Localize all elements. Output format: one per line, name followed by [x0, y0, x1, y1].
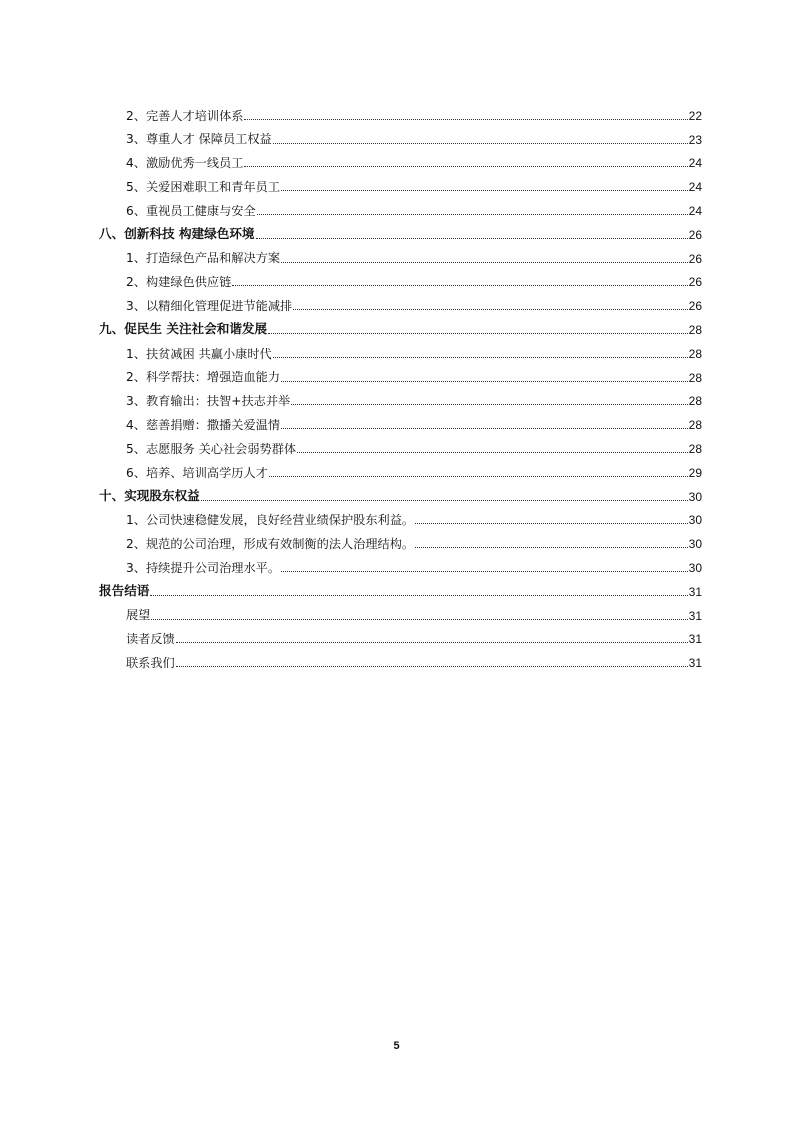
toc-leader-dots	[257, 214, 688, 215]
toc-leader-dots	[273, 143, 688, 144]
toc-entry-title: 1、公司快速稳健发展，良好经营业绩保护股东利益。	[126, 513, 415, 528]
toc-entry-page: 31	[688, 632, 702, 647]
toc-entry-page: 28	[688, 394, 702, 409]
toc-entry[interactable]	[99, 504, 702, 528]
toc-leader-dots	[268, 333, 688, 334]
toc-leader-dots	[415, 547, 688, 548]
toc-entry-title: 3、以精细化管理促进节能减排	[126, 298, 293, 313]
toc-entry-page: 30	[688, 537, 702, 552]
toc-leader-dots	[232, 285, 687, 286]
toc-entry[interactable]	[99, 408, 702, 432]
toc-leader-dots	[150, 595, 687, 596]
toc-entry-title: 4、激励优秀一线员工	[126, 156, 244, 171]
toc-entry[interactable]	[99, 313, 702, 337]
toc-entry[interactable]	[99, 480, 702, 504]
toc-entry-page: 30	[688, 560, 702, 575]
toc-leader-dots	[201, 500, 688, 501]
toc-entry-title: 3、教育输出：扶智+扶志并举	[126, 394, 291, 409]
toc-entry-title: 6、重视员工健康与安全	[126, 203, 256, 218]
toc-entry-page: 31	[688, 656, 702, 671]
toc-entry-title: 2、科学帮扶：增强造血能力	[126, 370, 281, 385]
toc-entry[interactable]	[99, 551, 702, 575]
toc-entry-title: 3、持续提升公司治理水平。	[126, 560, 281, 575]
toc-entry-title: 4、慈善捐赠：撒播关爱温情	[126, 417, 281, 432]
toc-entry[interactable]	[99, 456, 702, 480]
toc-entry[interactable]	[99, 242, 702, 266]
toc-leader-dots	[291, 404, 687, 405]
toc-leader-dots	[151, 619, 687, 620]
page-number: 5	[393, 1040, 400, 1052]
toc-entry-page: 26	[688, 299, 702, 314]
toc-entry-page: 28	[688, 441, 702, 456]
toc-entry-title: 九、促民生 关注社会和谐发展	[99, 321, 268, 337]
toc-leader-dots	[415, 523, 688, 524]
toc-leader-dots	[244, 166, 687, 167]
toc-entry[interactable]	[99, 218, 702, 242]
toc-entry-page: 31	[688, 584, 702, 599]
toc-entry-title: 1、扶贫减困 共赢小康时代	[126, 346, 272, 361]
toc-leader-dots	[244, 119, 687, 120]
toc-entry-page: 28	[688, 370, 702, 385]
toc-entry-page: 22	[688, 108, 702, 123]
toc-entry-title: 6、培养、培训高学历人才	[126, 465, 268, 480]
toc-entry[interactable]	[99, 289, 702, 313]
toc-entry-title: 联系我们	[126, 655, 175, 670]
toc-entry-title: 5、关爱困难职工和青年员工	[126, 179, 281, 194]
toc-leader-dots	[281, 428, 688, 429]
toc-entry-page: 28	[688, 322, 702, 337]
toc-entry[interactable]	[99, 147, 702, 171]
toc-entry-page: 23	[688, 132, 702, 147]
toc-entry[interactable]	[99, 361, 702, 385]
toc-leader-dots	[273, 357, 688, 358]
toc-entry[interactable]	[99, 527, 702, 551]
toc-entry[interactable]	[99, 123, 702, 147]
toc-entry-title: 读者反馈	[126, 632, 175, 647]
toc-entry-page: 26	[688, 275, 702, 290]
toc-entry-page: 30	[688, 489, 702, 504]
toc-entry[interactable]	[99, 646, 702, 670]
toc-leader-dots	[281, 571, 688, 572]
toc-entry[interactable]	[99, 170, 702, 194]
toc-leader-dots	[297, 452, 688, 453]
toc-leader-dots	[256, 238, 688, 239]
toc-leader-dots	[281, 381, 688, 382]
toc-entry-title: 展望	[126, 608, 151, 623]
toc-entry[interactable]	[99, 266, 702, 290]
toc-entry[interactable]	[99, 432, 702, 456]
toc-entry-page: 26	[688, 227, 702, 242]
table-of-contents	[99, 99, 702, 670]
toc-entry-page: 24	[688, 180, 702, 195]
toc-leader-dots	[281, 262, 688, 263]
toc-entry[interactable]	[99, 575, 702, 599]
toc-entry-title: 3、尊重人才 保障员工权益	[126, 132, 272, 147]
toc-entry-page: 29	[688, 465, 702, 480]
toc-entry-title: 2、完善人才培训体系	[126, 108, 244, 123]
toc-entry-page: 30	[688, 513, 702, 528]
toc-entry[interactable]	[99, 99, 702, 123]
toc-leader-dots	[281, 190, 688, 191]
toc-entry-page: 28	[688, 418, 702, 433]
toc-entry-page: 26	[688, 251, 702, 266]
toc-entry-page: 24	[688, 203, 702, 218]
toc-entry[interactable]	[99, 599, 702, 623]
toc-leader-dots	[293, 309, 687, 310]
toc-entry-title: 2、规范的公司治理，形成有效制衡的法人治理结构。	[126, 536, 415, 551]
toc-entry[interactable]	[99, 337, 702, 361]
toc-leader-dots	[176, 666, 688, 667]
toc-entry-title: 5、志愿服务 关心社会弱势群体	[126, 441, 297, 456]
toc-leader-dots	[176, 642, 688, 643]
toc-leader-dots	[269, 476, 688, 477]
toc-entry-title: 八、创新科技 构建绿色环境	[99, 226, 255, 242]
toc-entry-page: 28	[688, 346, 702, 361]
toc-entry[interactable]	[99, 194, 702, 218]
toc-entry[interactable]	[99, 623, 702, 647]
toc-entry[interactable]	[99, 385, 702, 409]
toc-entry-page: 31	[688, 608, 702, 623]
toc-entry-page: 24	[688, 156, 702, 171]
toc-entry-title: 十、实现股东权益	[99, 487, 200, 503]
toc-entry-title: 报告结语	[99, 583, 150, 599]
toc-entry-title: 1、打造绿色产品和解决方案	[126, 251, 281, 266]
toc-entry-title: 2、构建绿色供应链	[126, 275, 232, 290]
